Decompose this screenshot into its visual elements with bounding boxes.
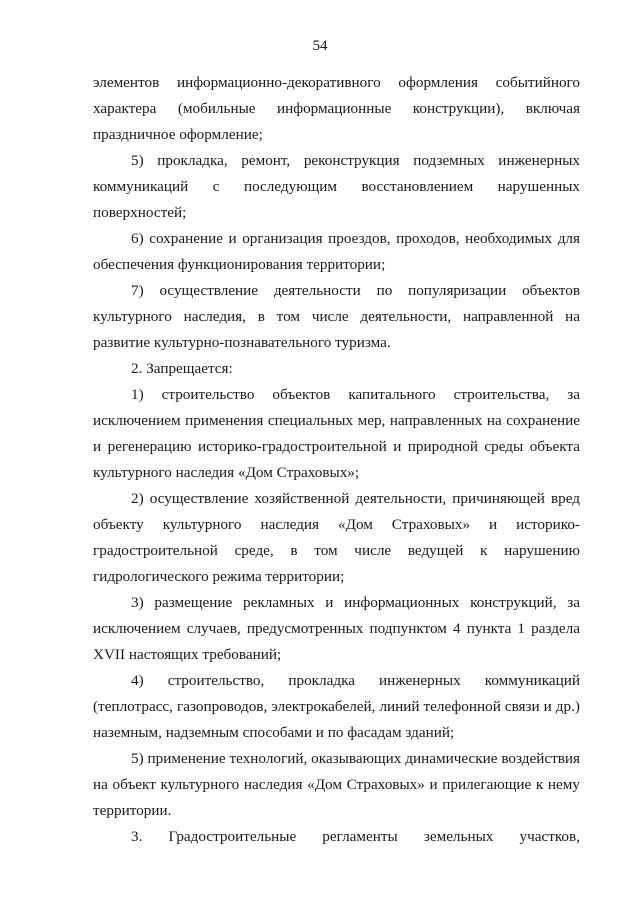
- paragraph-item-6-passages: 6) сохранение и организация проездов, проходов, необходимых для обеспечения функционирования территории;: [93, 230, 580, 273]
- paragraph-continuation: элементов информационно-декоративного оформления событийного характера (мобильные информационные конструкции), включая праздничное оформление;: [93, 74, 580, 143]
- paragraph-prohibited-2-economic-activity: 2) осуществление хозяйственной деятельности, причиняющей вред объекту культурного наследия «Дом Страховых» и историко-градостроительной среде, в том числе ведущей к нарушению гидрологического режима территории;: [93, 490, 580, 585]
- document-body: [93, 70, 580, 850]
- section-heading-prohibited: 2. Запрещается:: [131, 360, 233, 377]
- paragraph-prohibited-4-utilities: 4) строительство, прокладка инженерных коммуникаций (теплотрасс, газопроводов, электрокабелей, линий телефонной связи и др.) наземным, надземным способами и по фасадам зданий;: [93, 672, 580, 741]
- paragraph-prohibited-3-advertising: 3) размещение рекламных и информационных конструкций, за исключением случаев, предусмотренных подпунктом 4 пункта 1 раздела XVII настоящих требований;: [93, 594, 580, 663]
- paragraph-prohibited-5-technologies: 5) применение технологий, оказывающих динамические воздействия на объект культурного наследия «Дом Страховых» и прилегающие к нему территории.: [93, 750, 580, 819]
- paragraph-item-7-popularization: 7) осуществление деятельности по популяризации объектов культурного наследия, в том числе деятельности, направленной на развитие культурно-познавательного туризма.: [93, 282, 580, 351]
- page-number: 54: [312, 38, 328, 54]
- paragraph-item-5-laying: 5) прокладка, ремонт, реконструкция подземных инженерных коммуникаций с последующим восстановлением нарушенных поверхностей;: [93, 152, 580, 221]
- paragraph-section-3-regulations: 3. Градостроительные регламенты земельных участков,: [131, 828, 580, 845]
- paragraph-prohibited-1-construction: 1) строительство объектов капитального строительства, за исключением применения специальных мер, направленных на сохранение и регенерацию историко-градостроительной и природной среды объекта культурного наследия «Дом Страховых»;: [93, 386, 580, 481]
